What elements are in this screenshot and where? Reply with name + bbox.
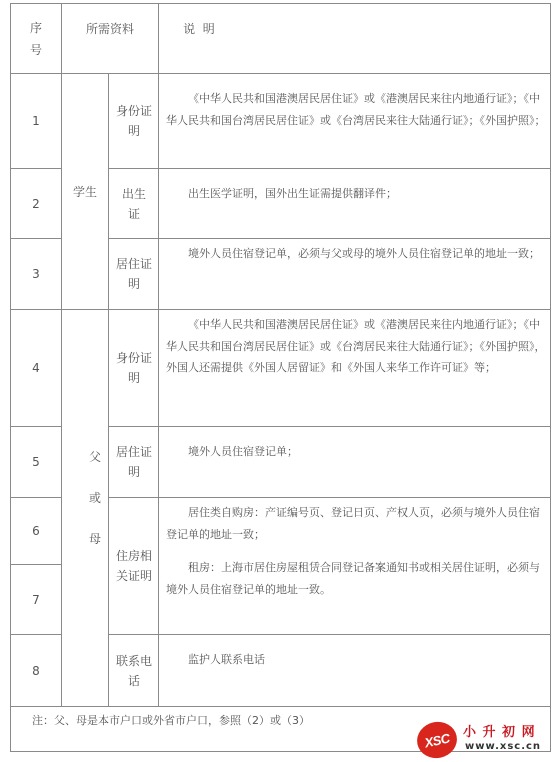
row-1-description [166, 88, 546, 131]
site-name: 小 升 初 网 [463, 725, 536, 740]
row-1-description-text: 《中华人民共和国港澳居民居住证》或《港澳居民来往内地通行证》；《中华人民共和国台湾居民居住证》或《台湾居民来往大陆通行证》；《外国护照》； [166, 92, 546, 127]
group-parent-char-1: 父 [88, 450, 101, 464]
row-4-description [166, 314, 546, 379]
row-4-description-text: 《中华人民共和国港澳居民居住证》或《港澳居民来往内地通行证》；《中华人民共和国台湾居民居住证》或《台湾居民来往大陆通行证》；《外国护照》，外国人还需提供《外国人居留证》和《外国人来华工作许可证》等； [166, 318, 546, 374]
row-3-number: 3 [32, 267, 40, 281]
row-2-number: 2 [32, 196, 40, 211]
row-8-number: 8 [32, 663, 40, 678]
row-5-number: 5 [32, 455, 40, 469]
row-1-type: 身份证明 [115, 104, 152, 138]
row-6-description-text-1: 居住类自购房：产证编号页、登记日页、产权人页，必须与境外人员住宿登记单的地址一致； [166, 506, 540, 541]
group-student-label: 学生 [72, 184, 97, 199]
row-4-type: 身份证明 [115, 351, 152, 385]
row-7-number: 7 [32, 592, 40, 607]
group-parent-char-3: 母 [88, 532, 101, 546]
header-desc: 说 明 [183, 22, 215, 36]
row-6-type: 住房相关证明 [115, 549, 152, 583]
header-seq: 序号 [29, 20, 42, 57]
site-url: www.xsc.cn [465, 741, 542, 752]
row-6-number: 6 [32, 524, 40, 538]
group-parent-char-2: 或 [88, 491, 101, 505]
xsc-logo [414, 718, 461, 762]
row-2-description-text: 出生医学证明，国外出生证需提供翻译件； [188, 187, 397, 200]
row-3-description-text: 境外人员住宿登记单，必须与父或母的境外人员住宿登记单的地址一致； [188, 247, 540, 260]
row-5-type: 居住证明 [115, 445, 152, 479]
row-5-description [166, 441, 546, 463]
row-1-number: 1 [32, 114, 40, 128]
header-material: 所需资料 [85, 22, 134, 36]
row-3-description [166, 243, 546, 265]
xsc-logo-text: XSC [423, 730, 451, 750]
row-6-description-text-2: 租房：上海市居住房屋租赁合同登记备案通知书或相关居住证明，必须与境外人员住宿登记单的地址一致。 [166, 561, 540, 596]
row-8-type: 联系电话 [115, 653, 152, 688]
site-watermark [417, 720, 557, 760]
table-note: 注：父、母是本市户口或外省市户口，参照（2）或（3） [32, 714, 310, 727]
row-4-number: 4 [32, 361, 40, 375]
row-8-description-text: 监护人联系电话 [188, 653, 265, 666]
row-6-description [166, 502, 546, 600]
group-student [62, 74, 108, 309]
row-5-description-text: 境外人员住宿登记单； [188, 445, 298, 458]
row-8-description [166, 649, 546, 671]
row-3-type: 居住证明 [115, 257, 152, 291]
row-2-description [166, 183, 546, 205]
row-2-type: 出生证 [121, 186, 146, 221]
